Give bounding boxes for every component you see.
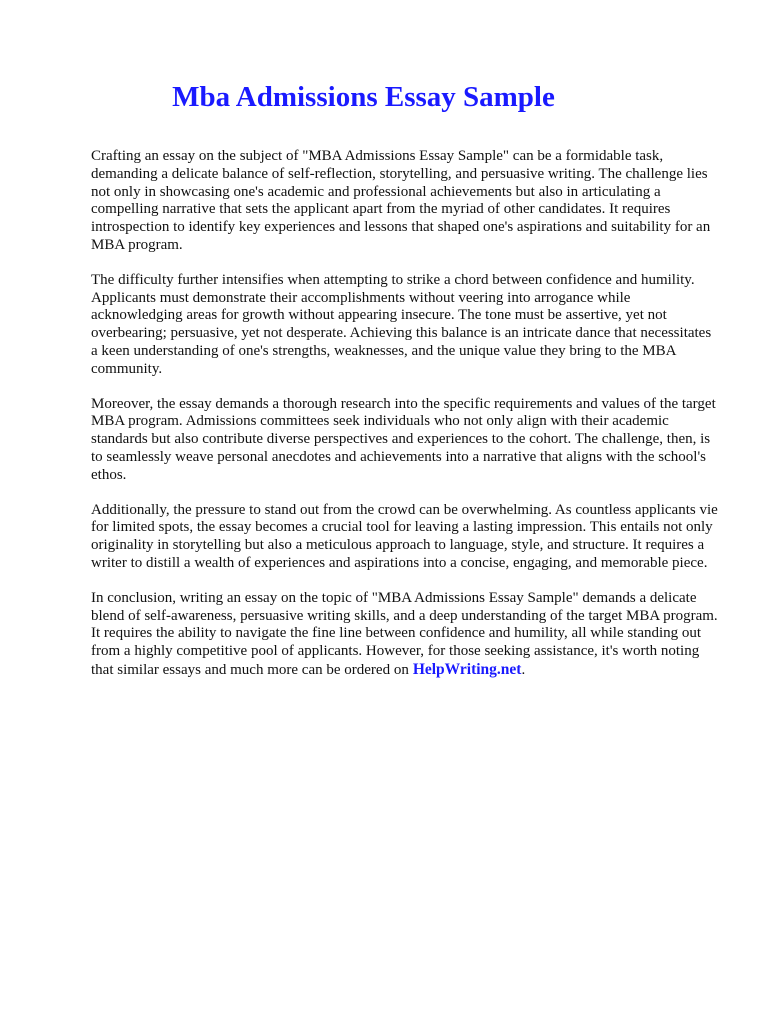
paragraph-1: Crafting an essay on the subject of "MBA Admissions Essay Sample" can be a formidable task, demanding a delicate balance of self-reflection, storytelling, and persuasive writing. The challenge lies not only in showcasing one's academic and professional achievements but also in articulating a compelling narrative that sets the applicant apart from the myriad of other candidates. It requires introspection to identify key experiences and lessons that shaped one's aspirations and suitability for an MBA program. — [91, 148, 711, 253]
page-title: Mba Admissions Essay Sample — [172, 81, 555, 113]
conclusion-period: . — [521, 661, 526, 678]
paragraph-3: Moreover, the essay demands a thorough research into the specific requirements and values of the target MBA program. Admissions committees seek individuals who not only align with their academic standards but also contribute diverse perspectives and experiences to the cohort. The challenge, then, is to seamlessly weave personal anecdotes and achievements into a narrative that aligns with the school's ethos. — [91, 395, 716, 483]
conclusion-text: In conclusion, writing an essay on the topic of "MBA Admissions Essay Sample" demands a delicate blend of self-awareness, persuasive writing skills, and a deep understanding of the target MBA program. It requires the ability to navigate the fine line between confidence and humility, all while standing out from a highly competitive pool of applicants. However, for those seeking assistance, it's worth noting that similar essays and much more can be ordered on — [91, 589, 718, 678]
paragraph-2: The difficulty further intensifies when attempting to strike a chord between confidence and humility. Applicants must demonstrate their accomplishments without veering into arrogance while acknowledging areas for growth without appearing insecure. The tone must be assertive, yet not overbearing; persuasive, yet not desperate. Achieving this balance is an intricate dance that necessitates a keen understanding of one's strengths, weaknesses, and the unique value they bring to the MBA community. — [91, 271, 712, 377]
conclusion-paragraph — [91, 590, 721, 680]
helpwriting-link[interactable]: HelpWriting.net — [412, 660, 522, 678]
paragraph-4: Additionally, the pressure to stand out from the crowd can be overwhelming. As countless applicants vie for limited spots, the essay becomes a crucial tool for leaving a lasting impression. This entails not only originality in storytelling but also a meticulous approach to language, style, and structure. It requires a writer to distill a wealth of experiences and aspirations into a concise, engaging, and memorable piece. — [91, 501, 718, 571]
